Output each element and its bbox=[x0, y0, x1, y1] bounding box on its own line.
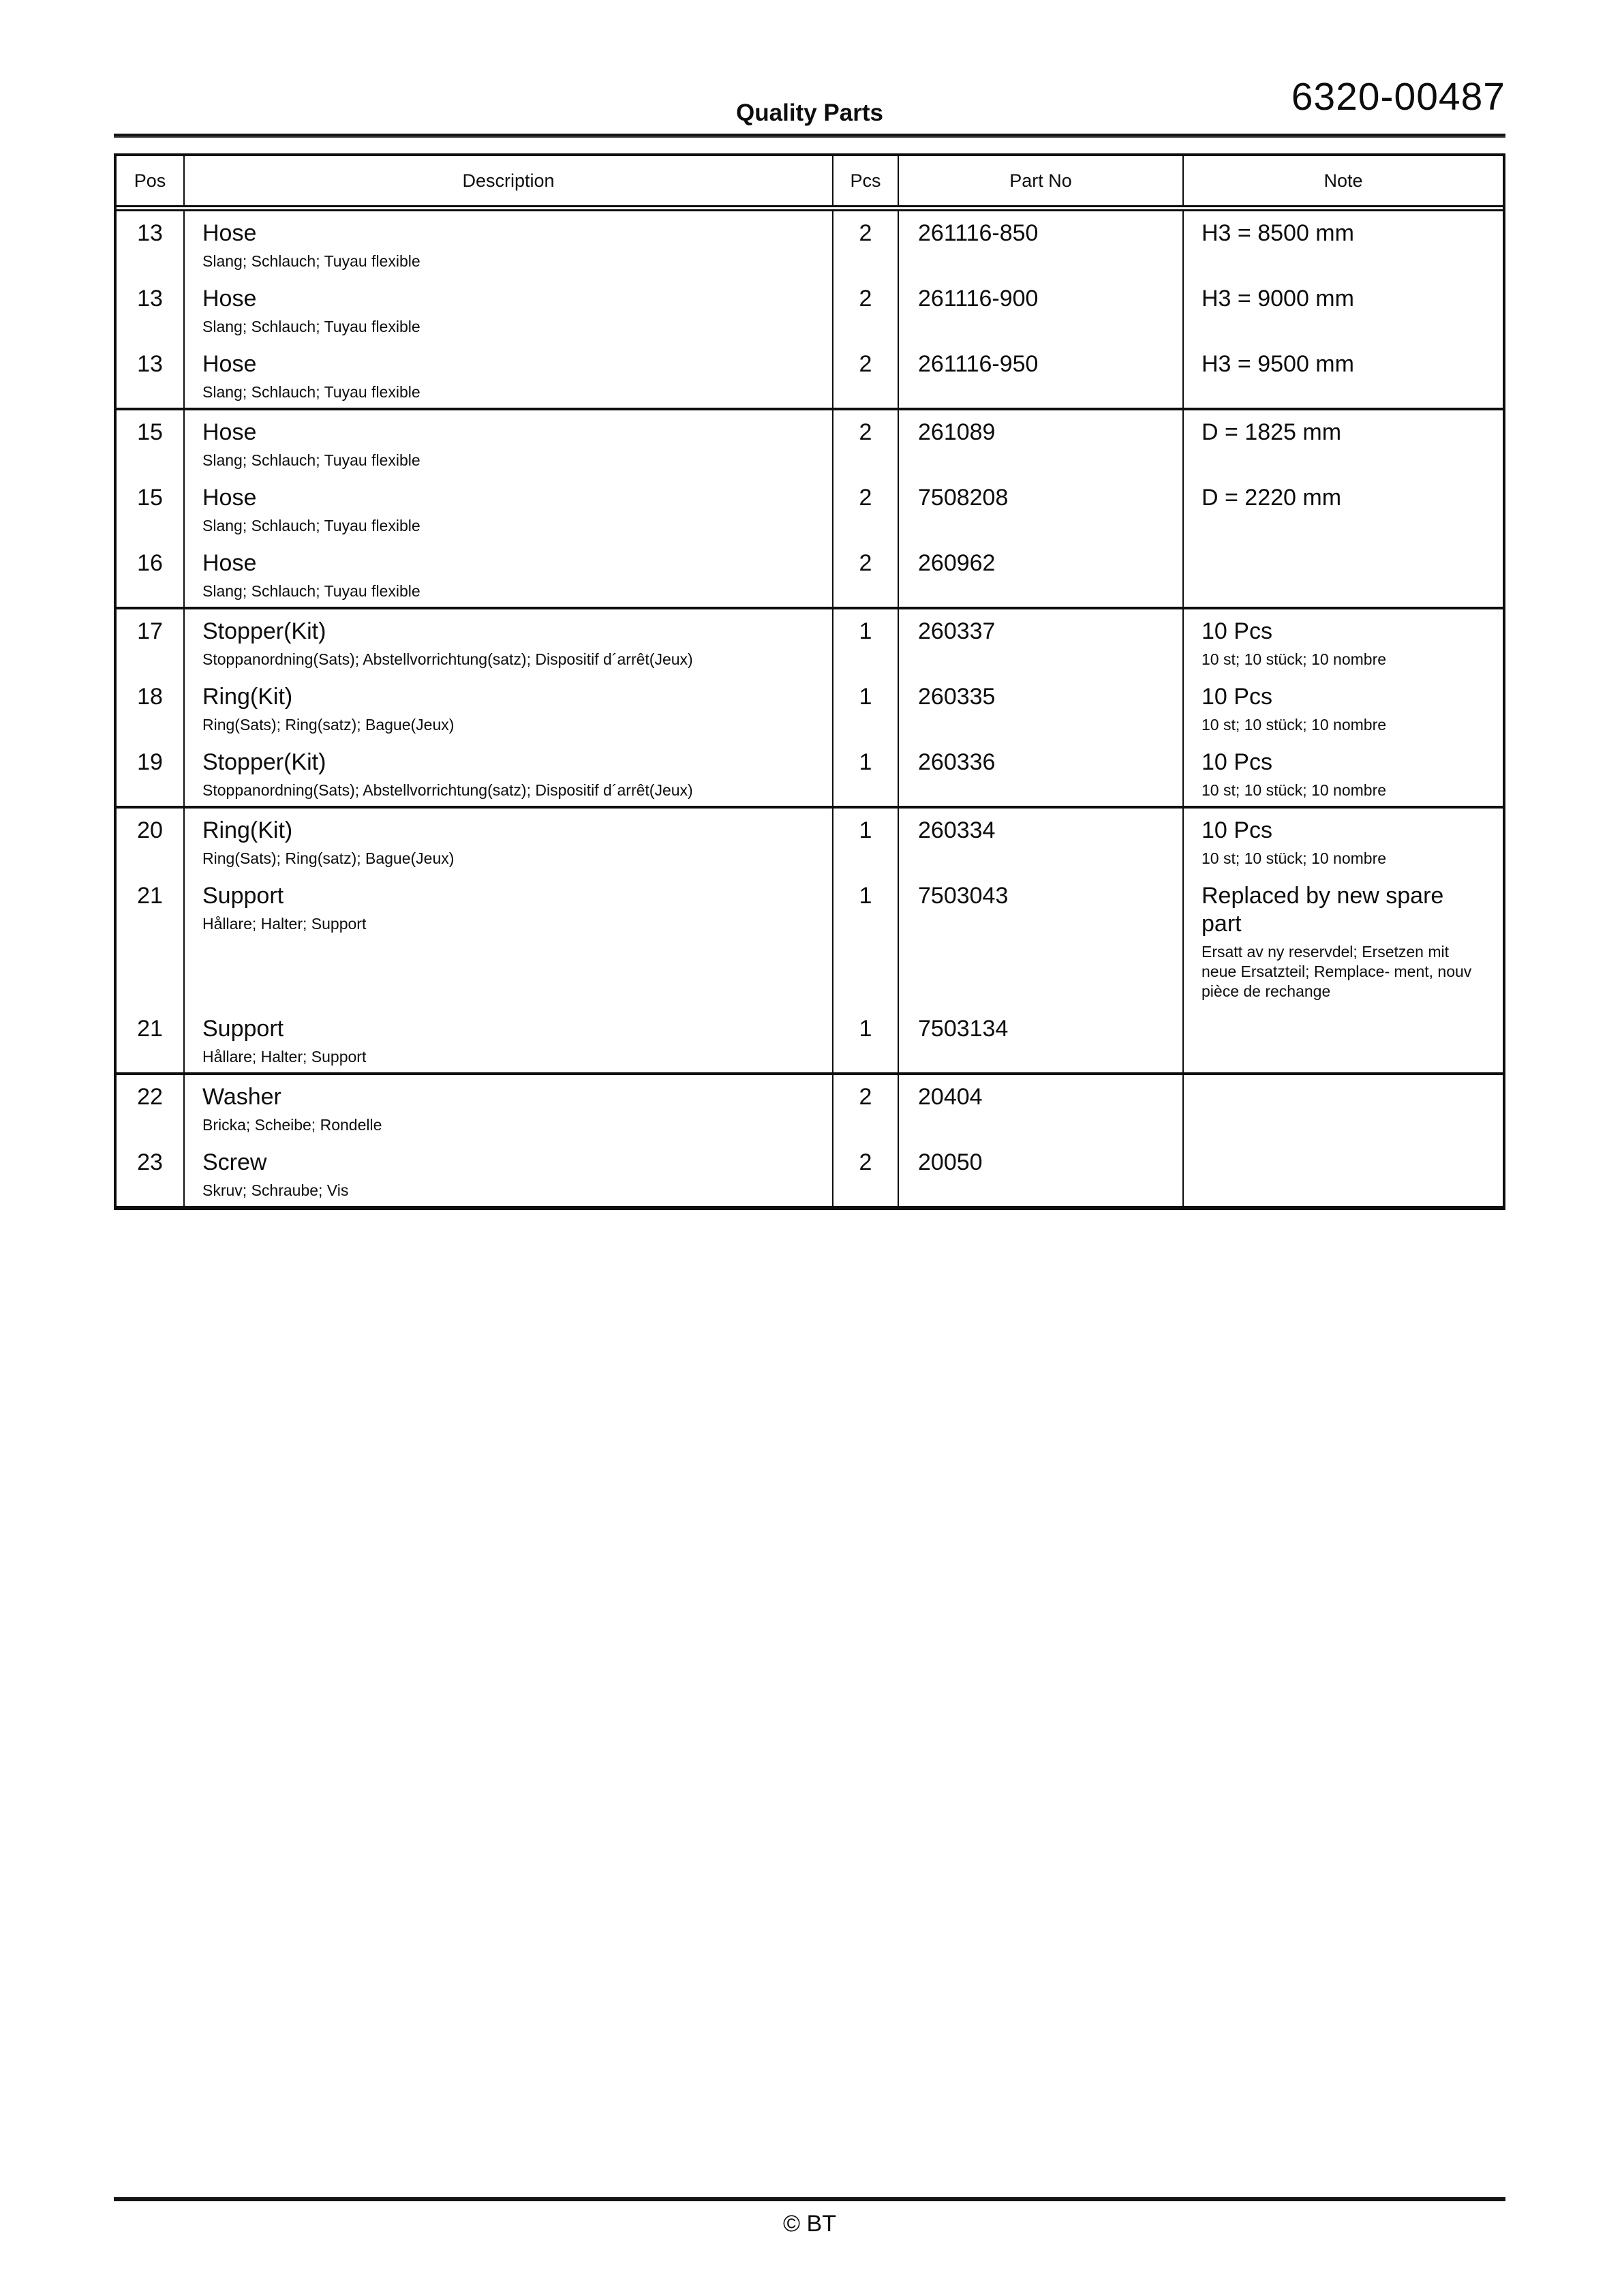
pcs-cell: 1 bbox=[833, 609, 899, 675]
description-main: Hose bbox=[202, 351, 257, 377]
table-row bbox=[117, 675, 1503, 740]
row-group bbox=[117, 607, 1503, 806]
table-header-row bbox=[117, 156, 1503, 211]
pos-cell: 23 bbox=[117, 1141, 185, 1206]
note-main: Replaced by new spare part bbox=[1202, 883, 1444, 937]
description-main: Hose bbox=[202, 220, 257, 246]
pcs-cell: 2 bbox=[833, 342, 899, 408]
table-row bbox=[117, 211, 1503, 277]
pos-cell: 17 bbox=[117, 609, 185, 675]
description-sub: Hållare; Halter; Support bbox=[202, 915, 367, 933]
table-row bbox=[117, 277, 1503, 342]
note-main: 10 Pcs bbox=[1202, 749, 1272, 775]
note-cell bbox=[1184, 1141, 1503, 1206]
note-cell bbox=[1184, 740, 1503, 806]
description-main: Hose bbox=[202, 550, 257, 576]
column-header-pos: Pos bbox=[117, 156, 185, 205]
table-row bbox=[117, 874, 1503, 1007]
description-main: Hose bbox=[202, 485, 257, 511]
description-sub: Ring(Sats); Ring(satz); Bague(Jeux) bbox=[202, 716, 455, 734]
note-sub: Ersatt av ny reservdel; Ersetzen mit neue Ersatzteil; Remplace- ment, nouv pièce de rechange bbox=[1202, 943, 1472, 1000]
doc-number: 6320-00487 bbox=[1291, 75, 1505, 119]
part-no-cell: 261116-900 bbox=[899, 277, 1184, 342]
description-sub: Hållare; Halter; Support bbox=[202, 1048, 367, 1066]
pos-cell: 13 bbox=[117, 277, 185, 342]
description-sub: Slang; Schlauch; Tuyau flexible bbox=[202, 517, 420, 534]
note-cell bbox=[1184, 342, 1503, 408]
part-no-cell: 7503134 bbox=[899, 1007, 1184, 1072]
row-group bbox=[117, 408, 1503, 607]
description-sub: Slang; Schlauch; Tuyau flexible bbox=[202, 582, 420, 600]
pcs-cell: 2 bbox=[833, 1075, 899, 1141]
row-group bbox=[117, 211, 1503, 408]
note-cell bbox=[1184, 1075, 1503, 1141]
note-main: 10 Pcs bbox=[1202, 817, 1272, 843]
pos-cell: 21 bbox=[117, 1007, 185, 1072]
note-main: 10 Pcs bbox=[1202, 618, 1272, 644]
description-sub: Stoppanordning(Sats); Abstellvorrichtung(satz); Dispositif d´arrêt(Jeux) bbox=[202, 650, 693, 668]
table-row bbox=[117, 1075, 1503, 1141]
header-rule bbox=[114, 134, 1505, 138]
part-no-cell: 260962 bbox=[899, 541, 1184, 607]
column-header-pcs: Pcs bbox=[833, 156, 899, 205]
description-cell bbox=[185, 675, 833, 740]
part-no-cell: 260334 bbox=[899, 809, 1184, 874]
column-header-description: Description bbox=[185, 156, 833, 205]
pos-cell: 13 bbox=[117, 211, 185, 277]
part-no-cell: 7503043 bbox=[899, 874, 1184, 1007]
description-sub: Bricka; Scheibe; Rondelle bbox=[202, 1116, 382, 1134]
note-cell bbox=[1184, 211, 1503, 277]
note-main: D = 2220 mm bbox=[1202, 485, 1342, 511]
description-sub: Ring(Sats); Ring(satz); Bague(Jeux) bbox=[202, 849, 455, 867]
description-cell bbox=[185, 342, 833, 408]
pos-cell: 16 bbox=[117, 541, 185, 607]
description-cell bbox=[185, 410, 833, 476]
description-cell bbox=[185, 211, 833, 277]
note-cell bbox=[1184, 609, 1503, 675]
description-main: Ring(Kit) bbox=[202, 684, 293, 710]
description-sub: Skruv; Schraube; Vis bbox=[202, 1181, 349, 1199]
description-main: Support bbox=[202, 1016, 284, 1042]
description-main: Washer bbox=[202, 1084, 281, 1110]
note-cell bbox=[1184, 476, 1503, 541]
table-row bbox=[117, 1141, 1503, 1206]
note-cell bbox=[1184, 541, 1503, 607]
table-row bbox=[117, 1007, 1503, 1072]
description-main: Hose bbox=[202, 286, 257, 312]
part-no-cell: 20050 bbox=[899, 1141, 1184, 1206]
table-row bbox=[117, 342, 1503, 408]
parts-table bbox=[114, 153, 1505, 1210]
description-cell bbox=[185, 1141, 833, 1206]
pos-cell: 15 bbox=[117, 410, 185, 476]
part-no-cell: 261116-950 bbox=[899, 342, 1184, 408]
pcs-cell: 1 bbox=[833, 809, 899, 874]
pcs-cell: 2 bbox=[833, 211, 899, 277]
description-sub: Slang; Schlauch; Tuyau flexible bbox=[202, 451, 420, 469]
note-cell bbox=[1184, 410, 1503, 476]
table-row bbox=[117, 541, 1503, 607]
description-cell bbox=[185, 874, 833, 1007]
pcs-cell: 2 bbox=[833, 1141, 899, 1206]
description-cell bbox=[185, 277, 833, 342]
description-sub: Stoppanordning(Sats); Abstellvorrichtung(satz); Dispositif d´arrêt(Jeux) bbox=[202, 781, 693, 799]
note-cell bbox=[1184, 874, 1503, 1007]
note-cell bbox=[1184, 809, 1503, 874]
table-row bbox=[117, 809, 1503, 874]
note-cell bbox=[1184, 1007, 1503, 1072]
part-no-cell: 261089 bbox=[899, 410, 1184, 476]
description-cell bbox=[185, 1007, 833, 1072]
row-group bbox=[117, 806, 1503, 1072]
pcs-cell: 1 bbox=[833, 874, 899, 1007]
table-row bbox=[117, 609, 1503, 675]
part-no-cell: 260337 bbox=[899, 609, 1184, 675]
description-cell bbox=[185, 740, 833, 806]
note-sub: 10 st; 10 stück; 10 nombre bbox=[1202, 650, 1387, 668]
pcs-cell: 2 bbox=[833, 476, 899, 541]
column-header-note: Note bbox=[1323, 170, 1363, 191]
footer-copyright: © BT bbox=[783, 2211, 836, 2237]
footer-rule bbox=[114, 2197, 1505, 2201]
note-main: H3 = 9500 mm bbox=[1202, 351, 1354, 377]
note-sub: 10 st; 10 stück; 10 nombre bbox=[1202, 781, 1387, 799]
part-no-cell: 7508208 bbox=[899, 476, 1184, 541]
description-main: Screw bbox=[202, 1149, 267, 1175]
pcs-cell: 2 bbox=[833, 541, 899, 607]
description-main: Ring(Kit) bbox=[202, 817, 293, 843]
part-no-cell: 20404 bbox=[899, 1075, 1184, 1141]
pcs-cell: 1 bbox=[833, 675, 899, 740]
description-sub: Slang; Schlauch; Tuyau flexible bbox=[202, 318, 420, 335]
note-sub: 10 st; 10 stück; 10 nombre bbox=[1202, 849, 1387, 867]
part-no-cell: 261116-850 bbox=[899, 211, 1184, 277]
description-main: Stopper(Kit) bbox=[202, 749, 326, 775]
description-cell bbox=[185, 476, 833, 541]
page-title: Quality Parts bbox=[736, 100, 883, 126]
pos-cell: 20 bbox=[117, 809, 185, 874]
pcs-cell: 2 bbox=[833, 277, 899, 342]
description-cell bbox=[185, 609, 833, 675]
pos-cell: 15 bbox=[117, 476, 185, 541]
description-main: Support bbox=[202, 883, 284, 909]
parts-table-rows bbox=[117, 211, 1503, 1206]
pos-cell: 13 bbox=[117, 342, 185, 408]
note-main: H3 = 8500 mm bbox=[1202, 220, 1354, 246]
table-row bbox=[117, 476, 1503, 541]
note-cell bbox=[1184, 675, 1503, 740]
part-no-cell: 260336 bbox=[899, 740, 1184, 806]
description-main: Hose bbox=[202, 419, 257, 445]
pos-cell: 22 bbox=[117, 1075, 185, 1141]
description-sub: Slang; Schlauch; Tuyau flexible bbox=[202, 383, 420, 401]
pcs-cell: 2 bbox=[833, 410, 899, 476]
description-cell bbox=[185, 541, 833, 607]
description-sub: Slang; Schlauch; Tuyau flexible bbox=[202, 252, 420, 270]
description-main: Stopper(Kit) bbox=[202, 618, 326, 644]
note-cell bbox=[1184, 277, 1503, 342]
note-main: D = 1825 mm bbox=[1202, 419, 1342, 445]
note-main: 10 Pcs bbox=[1202, 684, 1272, 710]
note-main: H3 = 9000 mm bbox=[1202, 286, 1354, 312]
description-cell bbox=[185, 809, 833, 874]
note-sub: 10 st; 10 stück; 10 nombre bbox=[1202, 716, 1387, 734]
pcs-cell: 1 bbox=[833, 740, 899, 806]
pos-cell: 19 bbox=[117, 740, 185, 806]
table-row bbox=[117, 740, 1503, 806]
description-cell bbox=[185, 1075, 833, 1141]
table-row bbox=[117, 410, 1503, 476]
pos-cell: 18 bbox=[117, 675, 185, 740]
pcs-cell: 1 bbox=[833, 1007, 899, 1072]
pos-cell: 21 bbox=[117, 874, 185, 1007]
row-group bbox=[117, 1072, 1503, 1206]
column-header-part-no: Part No bbox=[899, 156, 1184, 205]
part-no-cell: 260335 bbox=[899, 675, 1184, 740]
